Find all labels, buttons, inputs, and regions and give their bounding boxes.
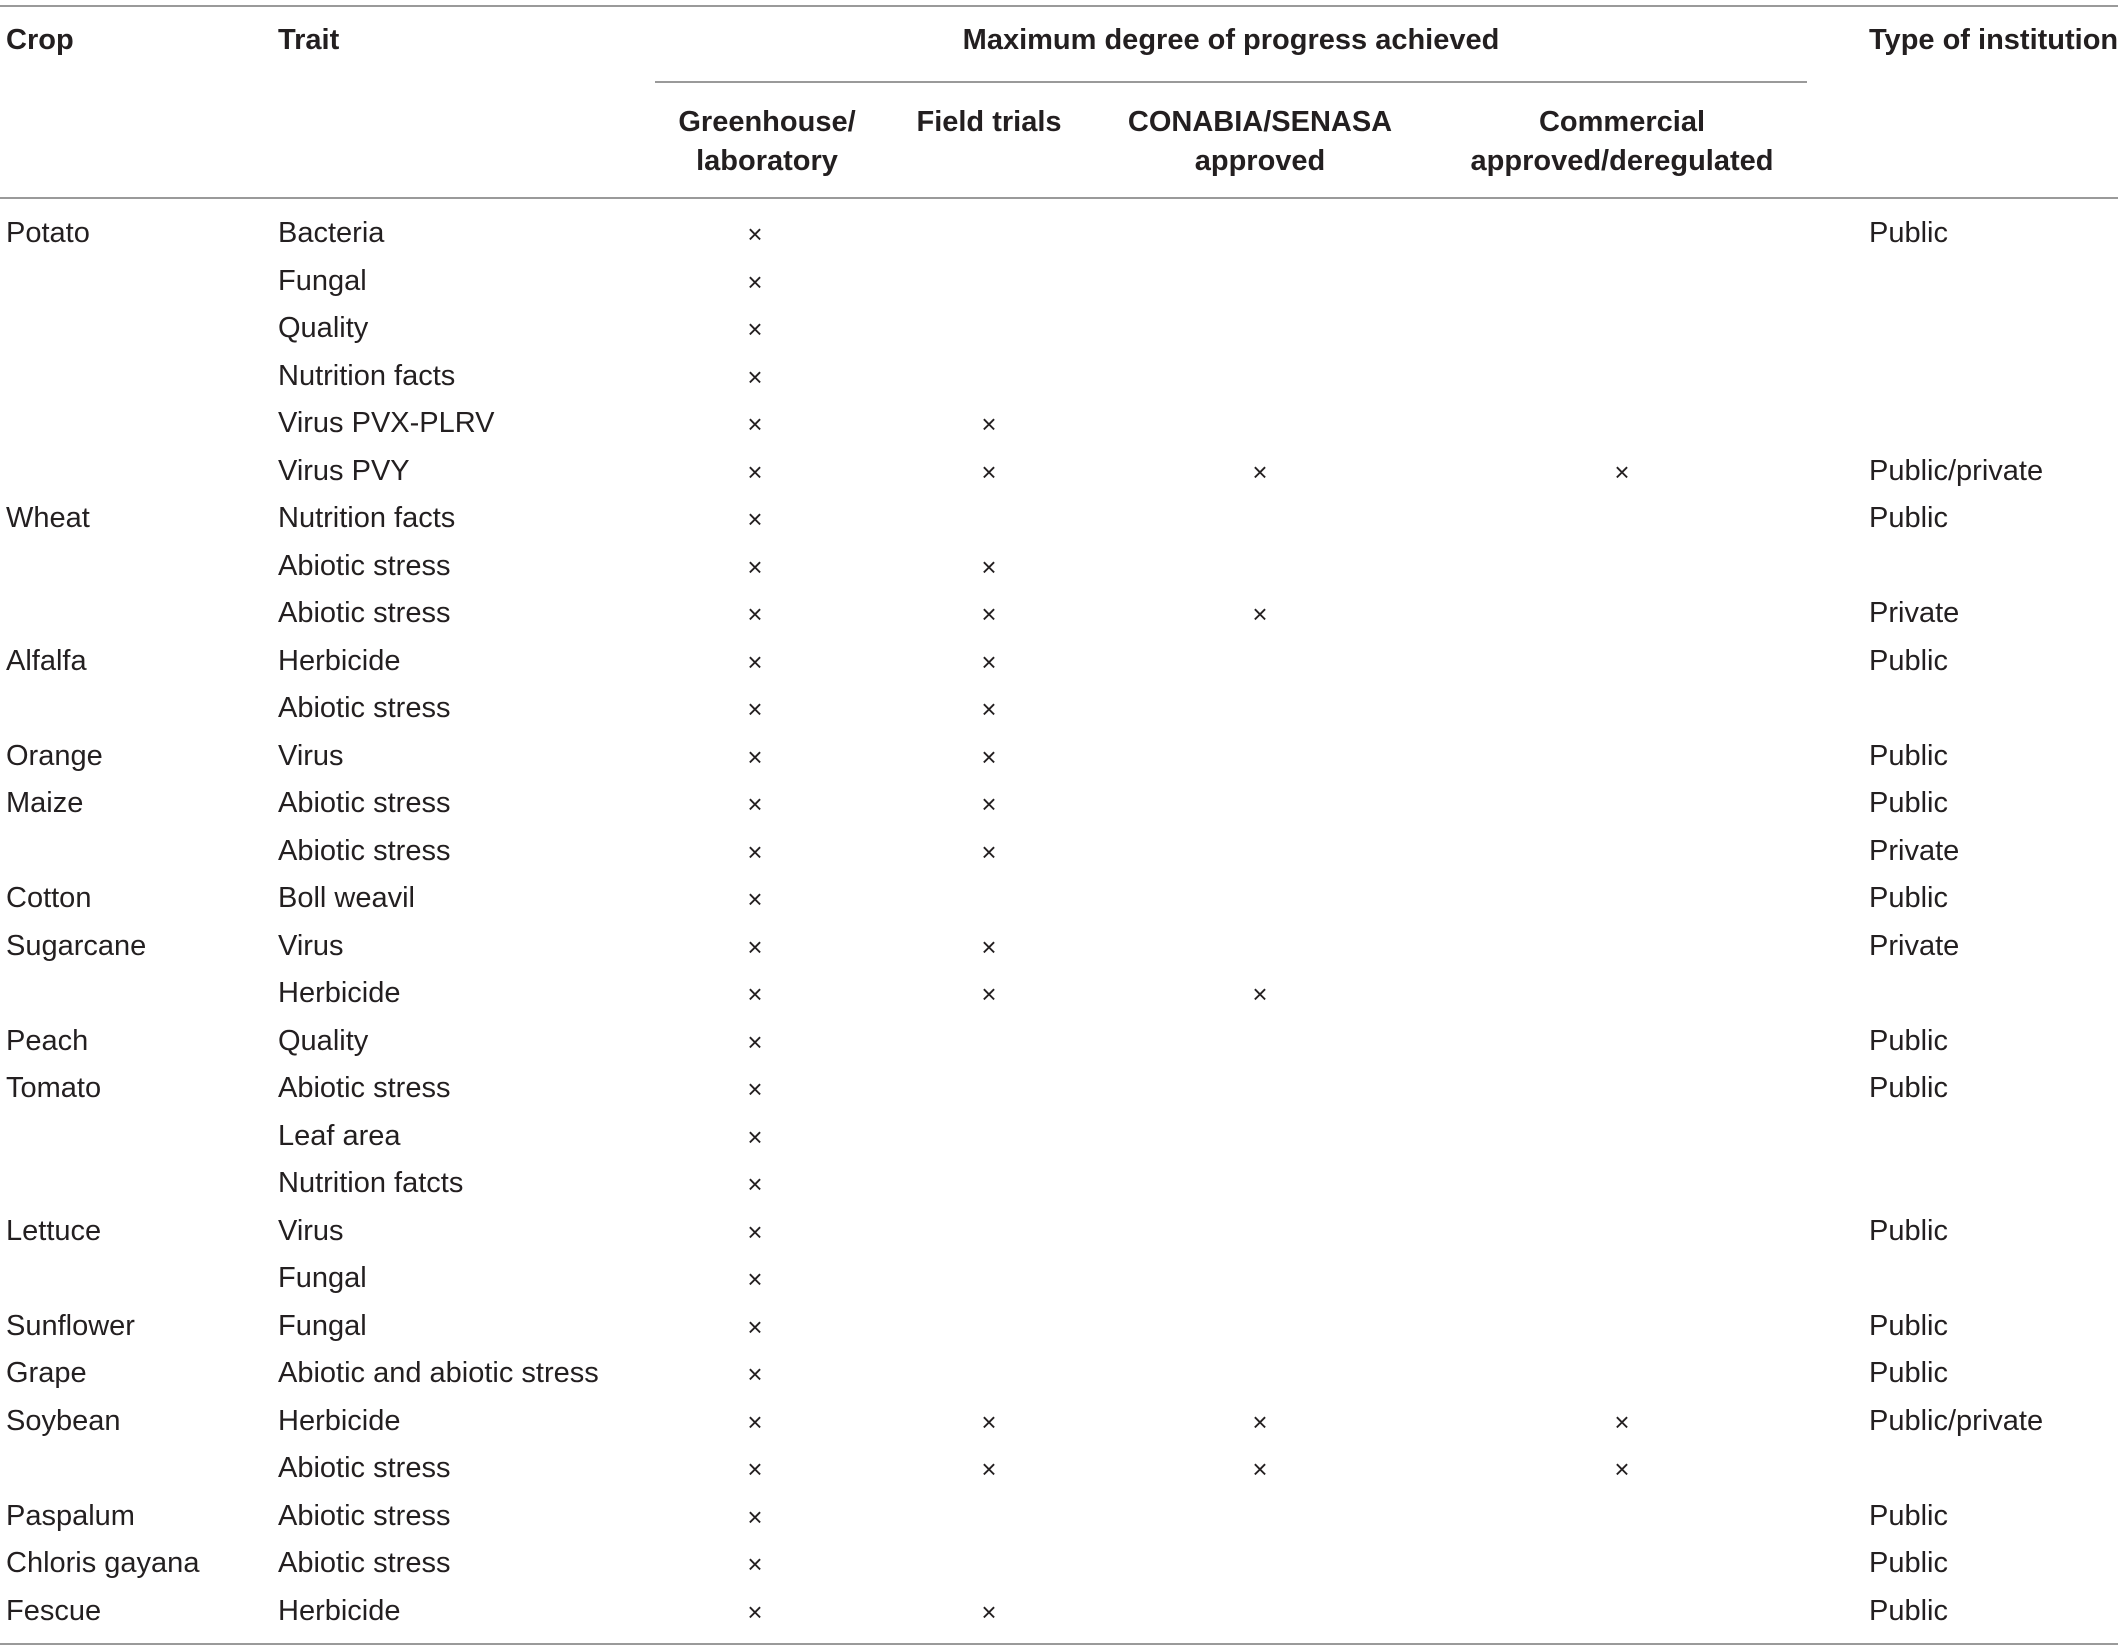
field-trials-mark: × xyxy=(981,979,997,1009)
greenhouse-mark: × xyxy=(747,1121,763,1152)
commercial-mark: × xyxy=(1614,456,1630,487)
trait-cell: Nutrition facts xyxy=(278,502,456,534)
trait-cell: Abiotic and abiotic stress xyxy=(278,1357,599,1389)
trait-cell: Boll weavil xyxy=(278,882,415,914)
institution-cell: Public xyxy=(1869,1072,1948,1104)
table-bottom-rule xyxy=(0,1643,2118,1645)
greenhouse-mark: × xyxy=(747,1169,763,1199)
table-row xyxy=(0,400,2118,448)
institution-cell: Public xyxy=(1869,1309,1948,1342)
greenhouse-mark: × xyxy=(747,741,763,772)
crop-cell: Potato xyxy=(6,217,90,249)
table-row xyxy=(0,923,2118,971)
header-greenhouse-line2: laboratory xyxy=(696,145,838,177)
institution-cell: Public xyxy=(1869,1547,1948,1579)
table-row xyxy=(0,1588,2118,1636)
table-row xyxy=(0,1113,2118,1161)
field-trials-mark: × xyxy=(981,409,997,439)
field-trials-mark: × xyxy=(981,789,997,819)
greenhouse-mark: × xyxy=(747,219,763,249)
trait-cell: Fungal xyxy=(278,1309,367,1342)
crop-cell: Tomato xyxy=(6,1072,102,1104)
table-row xyxy=(0,543,2118,591)
table-row xyxy=(0,495,2118,543)
greenhouse-mark: × xyxy=(747,646,763,677)
table-row xyxy=(0,1493,2118,1541)
trait-cell: Nutrition facts xyxy=(278,359,456,392)
table-row xyxy=(0,353,2118,401)
table-row xyxy=(0,448,2118,496)
institution-cell: Public xyxy=(1869,502,1948,534)
crop-cell: Soybean xyxy=(6,1404,121,1437)
crop-cell: Peach xyxy=(6,1024,89,1057)
conabia-mark: × xyxy=(1252,1454,1268,1484)
greenhouse-mark: × xyxy=(747,789,763,819)
header-institution: Type of institution xyxy=(1869,24,2118,56)
greenhouse-mark: × xyxy=(747,1359,763,1389)
trait-cell: Abiotic stress xyxy=(278,549,451,582)
commercial-mark: × xyxy=(1614,1406,1630,1437)
institution-cell: Public xyxy=(1869,1214,1948,1247)
header-trait: Trait xyxy=(278,24,340,56)
institution-cell: Public xyxy=(1869,1594,1948,1627)
table-row xyxy=(0,828,2118,876)
greenhouse-mark: × xyxy=(747,931,763,962)
trait-cell: Fungal xyxy=(278,1262,367,1294)
trait-cell: Herbicide xyxy=(278,977,401,1009)
conabia-mark: × xyxy=(1252,456,1268,487)
greenhouse-mark: × xyxy=(747,694,763,724)
trait-cell: Virus PVX-PLRV xyxy=(278,407,495,439)
greenhouse-mark: × xyxy=(747,599,763,629)
greenhouse-mark: × xyxy=(747,1216,763,1247)
greenhouse-mark: × xyxy=(747,361,763,392)
trait-cell: Abiotic stress xyxy=(278,834,451,867)
trait-cell: Quality xyxy=(278,1024,369,1057)
header-commercial-line2: approved/deregulated xyxy=(1470,145,1774,177)
greenhouse-mark: × xyxy=(747,456,763,487)
crop-cell: Fescue xyxy=(6,1594,102,1627)
field-trials-mark: × xyxy=(981,931,997,962)
table-row xyxy=(0,1303,2118,1351)
trait-cell: Abiotic stress xyxy=(278,597,451,629)
table-row xyxy=(0,638,2118,686)
crop-cell: Sunflower xyxy=(6,1309,135,1342)
header-greenhouse xyxy=(678,103,855,181)
field-trials-mark: × xyxy=(981,646,997,677)
table-row xyxy=(0,1018,2118,1066)
table-row xyxy=(0,1160,2118,1208)
trait-cell: Bacteria xyxy=(278,217,385,249)
trait-cell: Abiotic stress xyxy=(278,787,451,819)
trait-cell: Abiotic stress xyxy=(278,1072,451,1104)
greenhouse-mark: × xyxy=(747,266,763,297)
crop-cell: Grape xyxy=(6,1357,87,1389)
greenhouse-mark: × xyxy=(747,1026,763,1057)
table-row xyxy=(0,1255,2118,1303)
trait-cell: Virus xyxy=(278,1214,344,1247)
trait-cell: Abiotic stress xyxy=(278,1547,451,1579)
crop-cell: Alfalfa xyxy=(6,644,87,677)
table-row xyxy=(0,1540,2118,1588)
greenhouse-mark: × xyxy=(747,836,763,867)
commercial-mark: × xyxy=(1614,1454,1630,1484)
greenhouse-mark: × xyxy=(747,1454,763,1484)
header-commercial-line1: Commercial xyxy=(1538,106,1705,138)
header-commercial xyxy=(1471,103,1774,181)
trait-cell: Abiotic stress xyxy=(278,1452,451,1484)
crop-cell: Chloris gayana xyxy=(6,1547,200,1579)
institution-cell: Public xyxy=(1869,882,1948,914)
table-row xyxy=(0,780,2118,828)
institution-cell: Public/private xyxy=(1869,1404,2044,1437)
institution-cell: Public xyxy=(1869,1499,1948,1532)
crop-cell: Sugarcane xyxy=(6,929,147,962)
institution-cell: Public xyxy=(1869,1357,1948,1389)
trait-cell: Abiotic stress xyxy=(278,692,451,724)
trait-cell: Virus xyxy=(278,929,344,962)
crop-cell: Lettuce xyxy=(6,1214,102,1247)
greenhouse-mark: × xyxy=(747,1264,763,1294)
table-row xyxy=(0,685,2118,733)
greenhouse-mark: × xyxy=(747,504,763,534)
header-conabia xyxy=(1128,103,1392,181)
conabia-mark: × xyxy=(1252,1406,1268,1437)
institution-cell: Private xyxy=(1869,834,1960,867)
greenhouse-mark: × xyxy=(747,1074,763,1104)
trait-cell: Quality xyxy=(278,312,369,344)
table-row xyxy=(0,970,2118,1018)
table-row xyxy=(0,258,2118,306)
greenhouse-mark: × xyxy=(747,551,763,582)
header-conabia-line1: CONABIA/SENASA xyxy=(1127,106,1393,138)
trait-cell: Herbicide xyxy=(278,1404,401,1437)
field-trials-mark: × xyxy=(981,551,997,582)
table-row xyxy=(0,1065,2118,1113)
table-row xyxy=(0,875,2118,923)
header-field-trials: Field trials xyxy=(916,106,1062,138)
conabia-mark: × xyxy=(1252,979,1268,1009)
field-trials-mark: × xyxy=(981,741,997,772)
greenhouse-mark: × xyxy=(747,409,763,439)
field-trials-mark: × xyxy=(981,836,997,867)
greenhouse-mark: × xyxy=(747,979,763,1009)
conabia-mark: × xyxy=(1252,599,1268,629)
header-conabia-line2: approved xyxy=(1194,145,1326,177)
trait-cell: Nutrition fatcts xyxy=(278,1167,464,1199)
institution-cell: Public/private xyxy=(1869,454,2044,487)
crop-cell: Paspalum xyxy=(6,1499,135,1532)
field-trials-mark: × xyxy=(981,1454,997,1484)
table-row xyxy=(0,590,2118,638)
field-trials-mark: × xyxy=(981,599,997,629)
table-body xyxy=(0,210,2118,1635)
greenhouse-mark: × xyxy=(747,1406,763,1437)
table-row xyxy=(0,305,2118,353)
institution-cell: Public xyxy=(1869,787,1948,819)
crop-cell: Cotton xyxy=(6,882,92,914)
table-row xyxy=(0,1350,2118,1398)
institution-cell: Public xyxy=(1869,739,1948,772)
table-row xyxy=(0,1208,2118,1256)
greenhouse-mark: × xyxy=(747,314,763,344)
progress-group-rule xyxy=(655,81,1807,83)
greenhouse-mark: × xyxy=(747,884,763,914)
crop-cell: Wheat xyxy=(6,502,90,534)
header-crop: Crop xyxy=(6,24,74,56)
trait-cell: Abiotic stress xyxy=(278,1499,451,1532)
trait-cell: Fungal xyxy=(278,264,367,297)
crop-cell: Maize xyxy=(6,787,84,819)
header-progress-group: Maximum degree of progress achieved xyxy=(962,24,1500,56)
greenhouse-mark: × xyxy=(747,1549,763,1579)
field-trials-mark: × xyxy=(981,456,997,487)
table-top-rule xyxy=(0,5,2118,7)
institution-cell: Public xyxy=(1869,1024,1948,1057)
header-greenhouse-line1: Greenhouse/ xyxy=(678,106,856,138)
field-trials-mark: × xyxy=(981,1406,997,1437)
trait-cell: Virus xyxy=(278,739,344,772)
trait-cell: Herbicide xyxy=(278,1594,401,1627)
institution-cell: Private xyxy=(1869,929,1960,962)
table-header-rule xyxy=(0,197,2118,199)
table-row xyxy=(0,1398,2118,1446)
table-row xyxy=(0,1445,2118,1493)
institution-cell: Public xyxy=(1869,217,1948,249)
institution-cell: Private xyxy=(1869,597,1960,629)
table-row xyxy=(0,210,2118,258)
field-trials-mark: × xyxy=(981,694,997,724)
trait-cell: Herbicide xyxy=(278,644,401,677)
trait-cell: Virus PVY xyxy=(278,454,410,487)
crop-cell: Orange xyxy=(6,739,103,772)
institution-cell: Public xyxy=(1869,644,1948,677)
trait-cell: Leaf area xyxy=(278,1119,401,1152)
greenhouse-mark: × xyxy=(747,1501,763,1532)
greenhouse-mark: × xyxy=(747,1596,763,1627)
greenhouse-mark: × xyxy=(747,1311,763,1342)
field-trials-mark: × xyxy=(981,1596,997,1627)
table-row xyxy=(0,733,2118,781)
